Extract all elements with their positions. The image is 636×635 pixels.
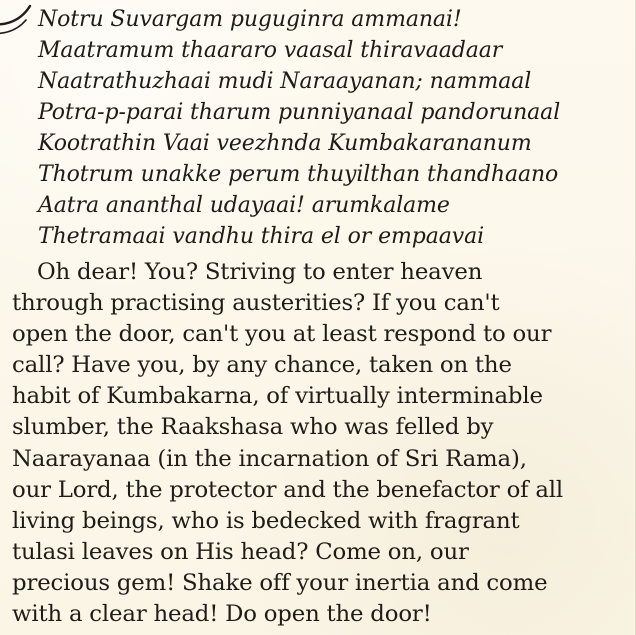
translation-line: slumber, the Raakshasa who was felled by <box>12 414 494 441</box>
verse-line: Aatra ananthal udayaai! arumkalame <box>38 193 450 218</box>
verse-line: Thetramaai vandhu thira el or empaavai <box>38 224 485 249</box>
translation-line: through practising austerities? If you can't <box>12 290 500 317</box>
verse-line: Naatrathuzhaai mudi Naraayanan; nammaal <box>38 69 532 94</box>
verse-block <box>38 4 618 252</box>
verse-line: Thotrum unakke perum thuyilthan thandhaano <box>38 162 559 187</box>
translation-line: living beings, who is bedecked with fragrant <box>12 507 520 534</box>
verse-line: Kootrathin Vaai veezhnda Kumbakarananum <box>38 131 532 156</box>
translation-line: Oh dear! You? Striving to enter heaven <box>37 259 483 285</box>
decorative-curve-icon <box>0 0 42 42</box>
translation-line: precious gem! Shake off your inertia and come <box>12 569 548 596</box>
verse-line: Maatramum thaararo vaasal thiravaadaar <box>38 38 503 63</box>
verse-line: Potra-p-parai tharum punniyanaal pandorunaal <box>38 100 561 125</box>
translation-line: our Lord, the protector and the benefactor of all <box>12 476 564 503</box>
translation-line: Naarayanaa (in the incarnation of Sri Rama), <box>12 445 527 472</box>
translation-line: habit of Kumbakarna, of virtually interminable <box>12 383 543 410</box>
translation-line: tulasi leaves on His head? Come on, our <box>12 538 469 565</box>
translation-line: with a clear head! Do open the door! <box>12 601 432 628</box>
translation-line: call? Have you, by any chance, taken on the <box>12 352 512 379</box>
verse-line: Notru Suvargam puguginra ammanai! <box>38 7 462 32</box>
translation-line: open the door, can't you at least respond to our <box>12 321 552 348</box>
translation-block <box>12 257 626 630</box>
